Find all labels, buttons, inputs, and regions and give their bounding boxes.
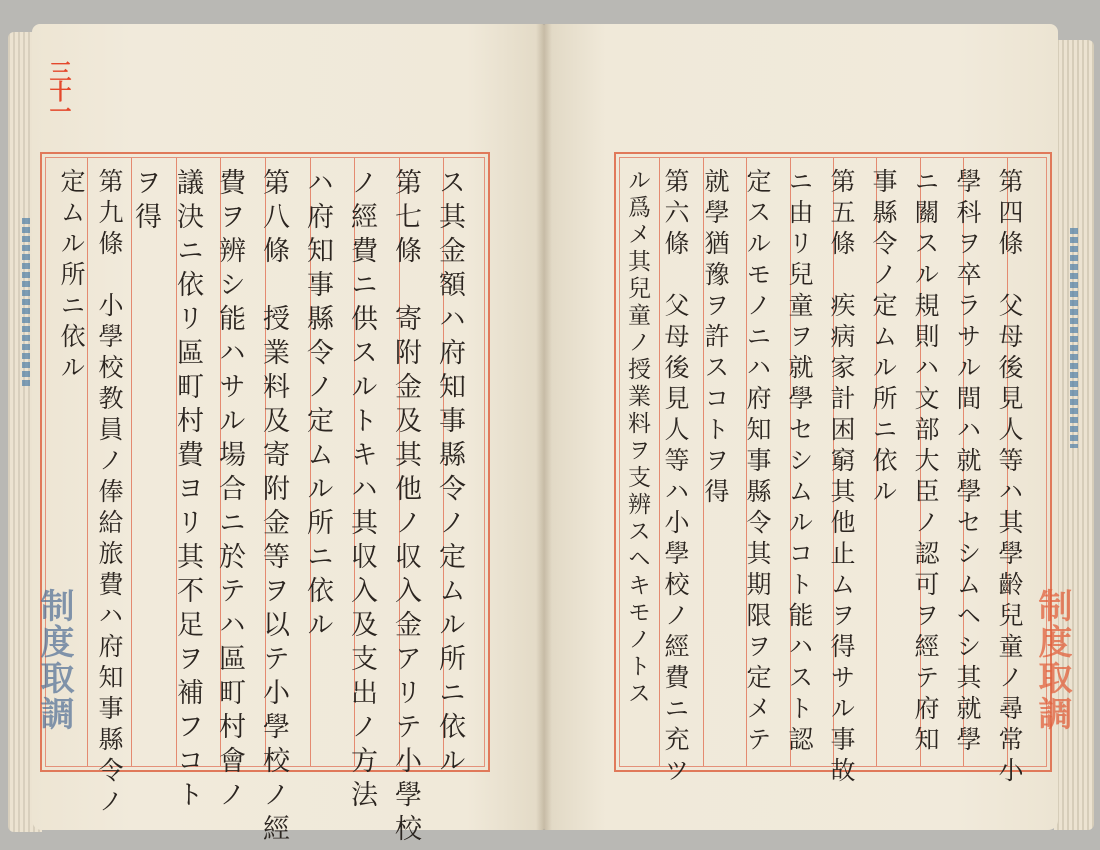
left-column-6: 費ヲ辨シ能ハサル場合ニ於テハ區町村會ノ <box>214 168 245 814</box>
right-column-8: 就學猶豫ヲ許スコトヲ得 <box>701 168 730 509</box>
right-column-7: 定スルモノニハ府知事縣令其期限ヲ定メテ <box>743 168 772 757</box>
left-library-seal: 制度取調 <box>34 588 74 732</box>
book-gutter <box>536 24 552 830</box>
open-book <box>8 18 1094 848</box>
left-column-8: ヲ得 <box>130 168 161 236</box>
page-number: 三十一 <box>46 60 72 120</box>
right-column-10: ル爲メ其兒童ノ授業料ヲ支辨スヘキモノトス <box>624 168 650 708</box>
left-column-2: 第七條 寄附金及其他ノ収入金アリテ小學校 <box>390 168 421 848</box>
right-library-seal: 制度取調 <box>1032 588 1072 732</box>
right-column-4: 事縣令ノ定ムル所ニ依ル <box>869 168 898 509</box>
left-column-1: ス其金額ハ府知事縣令ノ定ムル所ニ依ル <box>434 168 465 780</box>
right-edge-stamp <box>1070 228 1078 448</box>
right-column-1: 第四條 父母後見人等ハ其學齡兒童ノ尋常小 <box>995 168 1024 788</box>
right-column-3: ニ關スル規則ハ文部大臣ノ認可ヲ經テ府知 <box>911 168 940 757</box>
left-column-4: ハ府知事縣令ノ定ムル所ニ依ル <box>302 168 333 644</box>
right-column-2: 學科ヲ卒ラサル間ハ就學セシムヘシ其就學 <box>953 168 982 757</box>
left-column-9: 第九條 小學校教員ノ俸給旅費ハ府知事縣令ノ <box>95 168 124 819</box>
left-column-3: ノ經費ニ供スルトキハ其収入及支出ノ方法 <box>346 168 377 814</box>
right-column-6: ニ由リ兒童ヲ就學セシムルコト能ハスト認 <box>785 168 814 757</box>
left-column-10: 定ムル所ニ依ル <box>57 168 86 385</box>
right-column-9: 第六條 父母後見人等ハ小學校ノ經費ニ充ツ <box>661 168 690 788</box>
column-rule <box>131 158 132 766</box>
right-column-5: 第五條 疾病家計困窮其他止ムヲ得サル事故 <box>827 168 856 788</box>
left-column-7: 議決ニ依リ區町村費ヨリ其不足ヲ補フコト <box>172 168 203 814</box>
left-edge-stamp <box>22 218 30 388</box>
left-column-5: 第八條 授業料及寄附金等ヲ以テ小學校ノ經 <box>258 168 289 848</box>
